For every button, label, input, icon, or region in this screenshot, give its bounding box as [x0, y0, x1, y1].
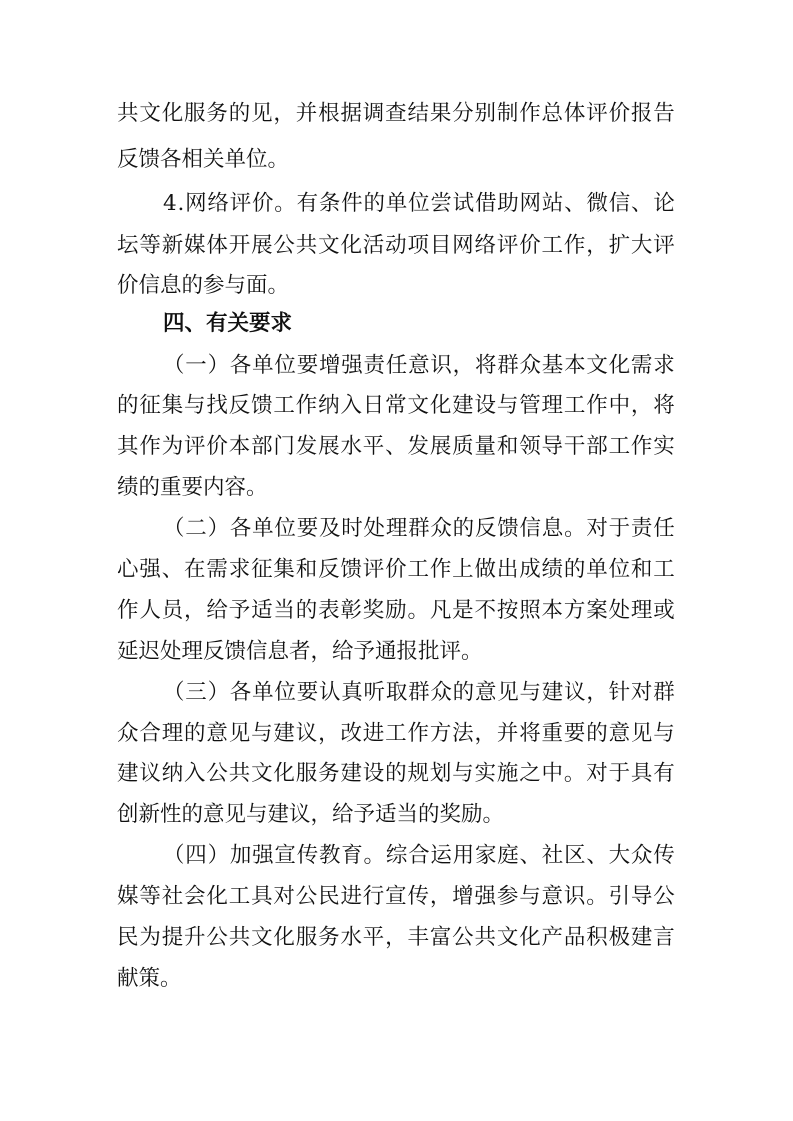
text-line: 价信息的参与面。	[117, 273, 290, 298]
text-line: 民 为 提 升 公 共 文 化 服 务 水 平 ， 丰 富 公 共 文 化 产 品 积 极 建 言	[117, 925, 675, 950]
text-line: 4 . 网 络 评 价 。 有 条 件 的 单 位 尝 试 借 助 网 站 、 微 信 、 论	[163, 191, 675, 216]
section-heading: 四、有关要求	[163, 311, 293, 336]
text-line: （ 二 ） 各 单 位 要 及 时 处 理 群 众 的 反 馈 信 息 。 对 于 责 任	[163, 516, 675, 541]
text-line: 共 文 化 服 务 的 见 ， 并 根 据 调 查 结 果 分 别 制 作 总 体 评 价 报 告	[117, 101, 675, 126]
text-line: 反馈各相关单位。	[117, 147, 290, 172]
text-line: 献策。	[117, 966, 182, 991]
text-line: 绩的重要内容。	[117, 475, 268, 500]
text-line: 作 人 员 ， 给 予 适 当 的 表 彰 奖 励 。 凡 是 不 按 照 本 方 案 处 理 或	[117, 598, 675, 623]
text-line: 媒 等 社 会 化 工 具 对 公 民 进 行 宣 传 ， 增 强 参 与 意 识 。 引 导 公	[117, 884, 675, 909]
text-line: 创新性的意见与建议，给予适当的奖励。	[117, 802, 505, 827]
text-line: 的 征 集 与 找 反 馈 工 作 纳 入 日 常 文 化 建 设 与 管 理 工 作 中 ， 将	[117, 393, 675, 418]
text-line: 延迟处理反馈信息者，给予通报批评。	[117, 639, 483, 664]
text-line: （ 四 ） 加 强 宣 传 教 育 。 综 合 运 用 家 庭 、 社 区 、 大 众 传	[163, 843, 675, 868]
text-line: 心 强 、 在 需 求 征 集 和 反 馈 评 价 工 作 上 做 出 成 绩 的 单 位 和 工	[117, 557, 675, 582]
text-line: （ 三 ） 各 单 位 要 认 真 听 取 群 众 的 意 见 与 建 议 ， 针 对 群	[163, 680, 675, 705]
text-line: （ 一 ） 各 单 位 要 增 强 责 任 意 识 ， 将 群 众 基 本 文 化 需 求	[163, 353, 675, 378]
text-line: 其 作 为 评 价 本 部 门 发 展 水 平 、 发 展 质 量 和 领 导 干 部 工 作 实	[117, 434, 675, 459]
text-line: 建 议 纳 入 公 共 文 化 服 务 建 设 的 规 划 与 实 施 之 中 。 对 于 具 有	[117, 761, 675, 786]
text-line: 众 合 理 的 意 见 与 建 议 ， 改 进 工 作 方 法 ， 并 将 重 要 的 意 见 与	[117, 721, 675, 746]
text-line: 坛 等 新 媒 体 开 展 公 共 文 化 活 动 项 目 网 络 评 价 工 作 ， 扩 大 评	[117, 233, 675, 258]
